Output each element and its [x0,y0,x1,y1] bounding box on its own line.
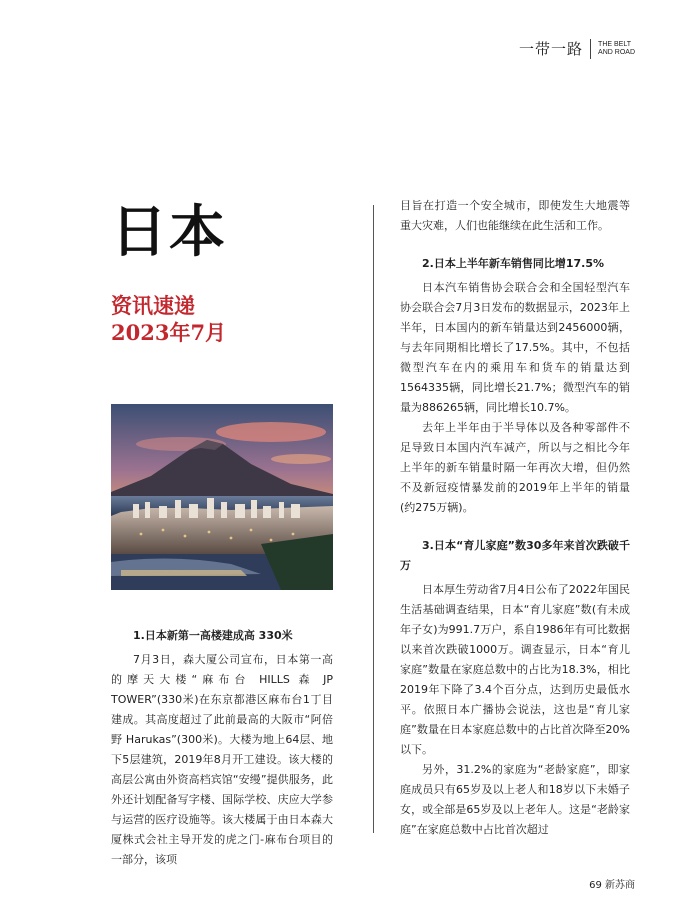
section-1-heading: 1.日本新第一高楼建成高 330米 [133,629,293,642]
section-header [519,38,635,59]
section-1-paragraph-1: 7月3日，森大厦公司宣布，日本第一高的摩天大楼“麻布台 HILLS 森 JP TOWER”(330米)在东京都港区麻布台1丁目建成。其高度超过了此前最高的大阪市“阿倍野 Harukas”(300米)。大楼为地上64层、地下5层建筑，2019年8月开工建设。该大楼的高层公寓由外资高档宾馆“安缦”提供服务，此外还计划配备写字楼、国际学校、庆应大学参与运营的医疗设施等。该大楼属于由日本森大厦株式会社主导开发的虎之门-麻布台项目的一部分，该项 [111,653,333,866]
section-title-en-line2: AND ROAD [598,48,635,56]
section-2-paragraph-2: 去年上半年由于半导体以及各种零部件不足导致日本国内汽车减产，所以与之相比今年上半年的新车销量时隔一年再次大增，但仍然不及新冠疫情暴发前的2019年上半年的销量(约275万辆)。 [400,421,630,514]
page-title: 日本 [111,200,227,265]
column-divider [373,205,374,833]
page-number: 69 新苏商 [589,880,635,891]
section-1-continuation: 目旨在打造一个安全城市，即使发生大地震等重大灾难，人们也能继续在此生活和工作。 [400,199,630,232]
subtitle-line2: 2023年7月 [111,320,227,345]
section-title-zh: 一带一路 [519,40,584,58]
section-3-heading: 3.日本“育儿家庭”数30多年来首次跌破千万 [400,539,630,572]
right-article-column [400,196,630,840]
section-2-heading: 2.日本上半年新车销售同比增17.5% [422,257,604,270]
section-title-en-line1: THE BELT [598,40,631,48]
page-subtitle [111,292,226,346]
section-3-paragraph-2: 另外，31.2%的家庭为“老龄家庭”，即家庭成员只有65岁及以上老人和18岁以下未婚子女，或全部是65岁及以上老年人。这是“老龄家庭”在家庭总数中占比首次超过 [400,763,630,836]
section-title-en [598,41,635,57]
left-article-column [111,626,333,870]
header-divider [590,39,591,59]
section-2-paragraph-1: 日本汽车销售协会联合会和全国轻型汽车协会联合会7月3日发布的数据显示，2023年上半年，日本国内的新车销量达到2456000辆，与去年同期相比增长了17.5%。其中，不包括微型汽车在内的乘用车和货车的销量达到1564335辆，同比增长21.7%；微型汽车的销量为886265辆，同比增长10.7%。 [400,281,630,414]
subtitle-line1: 资讯速递 [111,293,195,318]
city-mountain-sunset-photo [111,404,333,590]
section-3-paragraph-1: 日本厚生劳动省7月4日公布了2022年国民生活基础调查结果，日本“育儿家庭”数(有未成年子女)为991.7万户，系自1986年有可比数据以来首次跌破1000万。调查显示，日本“育儿家庭”数量在家庭总数中的占比为18.3%，相比2019年下降了3.4个百分点，达到历史最低水平。依照日本广播协会说法，这也是“育儿家庭”数量在日本家庭总数中的占比首次降至20%以下。 [400,583,630,756]
